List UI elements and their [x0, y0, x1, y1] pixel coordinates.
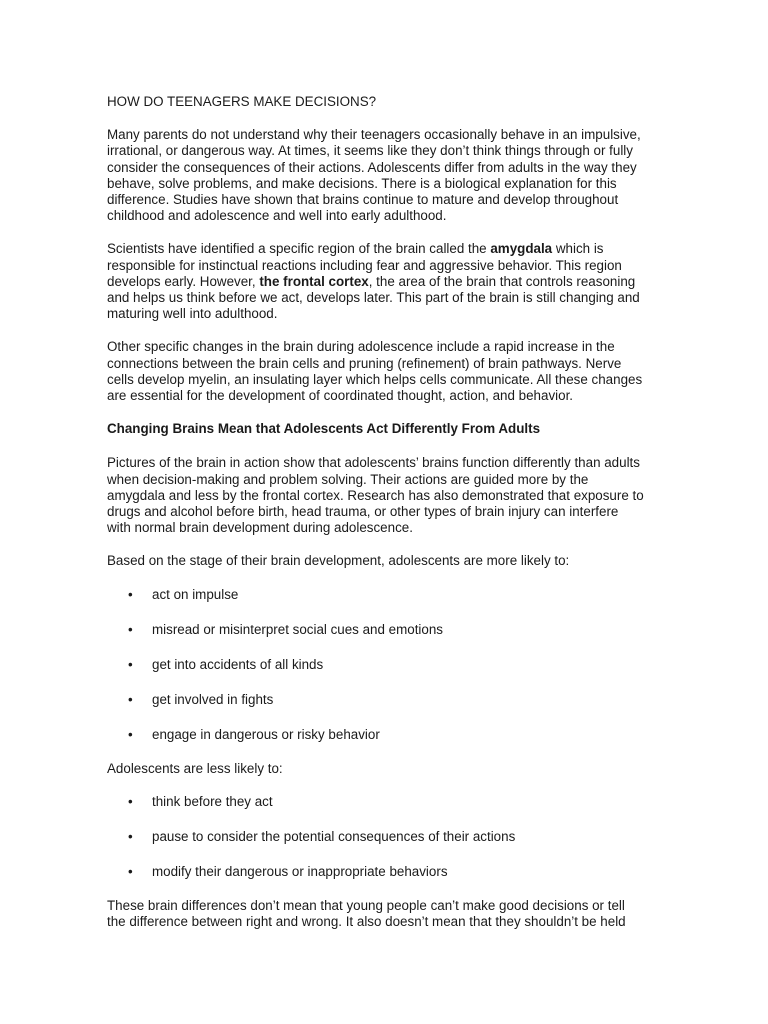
- section-heading: Changing Brains Mean that Adolescents Act Differently From Adults: [107, 421, 541, 437]
- paragraph-brain-changes: [107, 339, 667, 404]
- paragraph-brain-in-action: [107, 455, 667, 536]
- list-item-text: get into accidents of all kinds: [152, 657, 324, 673]
- paragraph-line: responsible for instinctual reactions including fear and aggressive behavior. This region: [107, 257, 622, 273]
- bullet-icon: •: [128, 657, 133, 673]
- paragraph-line: are essential for the development of coordinated thought, action, and behavior.: [107, 388, 574, 404]
- list-item: [107, 657, 667, 673]
- paragraph-line: consider the consequences of their actions. Adolescents differ from adults in the way they: [107, 159, 637, 175]
- paragraph-line: maturing well into adulthood.: [107, 306, 278, 322]
- list-item: [107, 829, 667, 845]
- paragraph-closing: [107, 898, 667, 930]
- text-run: Scientists have identified a specific region of the brain called the: [107, 241, 491, 257]
- paragraph-line: behave, solve problems, and make decisions. There is a biological explanation for this: [107, 175, 617, 191]
- list-item-text: engage in dangerous or risky behavior: [152, 727, 380, 743]
- paragraph-line: and helps us think before we act, develops later. This part of the brain is still changing and: [107, 290, 640, 306]
- paragraph-line: irrational, or dangerous way. At times, it seems like they don’t think things through or fully: [107, 143, 633, 159]
- bullet-icon: •: [128, 864, 133, 880]
- paragraph-line: childhood and adolescence and well into early adulthood.: [107, 208, 447, 224]
- text-run: which is: [552, 241, 604, 257]
- paragraph-line: amygdala and less by the frontal cortex. Research has also demonstrated that exposure to: [107, 487, 644, 503]
- bullet-icon: •: [128, 793, 133, 809]
- document-title: HOW DO TEENAGERS MAKE DECISIONS?: [107, 94, 377, 109]
- list-item-text: pause to consider the potential consequences of their actions: [152, 829, 516, 845]
- list-item: [107, 864, 667, 880]
- list-item: [107, 622, 667, 638]
- paragraph-line: These brain differences don’t mean that young people can’t make good decisions or tell: [107, 897, 625, 913]
- bold-term-frontal-cortex: the frontal cortex: [259, 273, 369, 289]
- paragraph-line: drugs and alcohol before birth, head trauma, or other types of brain injury can interfere: [107, 504, 619, 520]
- paragraph-less-likely-intro: Adolescents are less likely to:: [107, 760, 283, 776]
- list-item: [107, 794, 667, 810]
- paragraph-more-likely-intro: Based on the stage of their brain development, adolescents are more likely to:: [107, 553, 570, 569]
- list-item-text: modify their dangerous or inappropriate behaviors: [152, 864, 448, 880]
- bullet-icon: •: [128, 692, 133, 708]
- list-item: [107, 587, 667, 603]
- bullet-icon: •: [128, 586, 133, 602]
- list-item-text: act on impulse: [152, 586, 239, 602]
- paragraph-line: cells develop myelin, an insulating layer which helps cells communicate. All these changes: [107, 371, 643, 387]
- paragraph-line: [107, 241, 667, 257]
- paragraph-line: Pictures of the brain in action show that adolescents’ brains function differently than adults: [107, 455, 640, 471]
- paragraph-line: the difference between right and wrong. It also doesn’t mean that they shouldn’t be held: [107, 913, 626, 929]
- paragraph-intro: [107, 127, 667, 224]
- paragraph-amygdala: [107, 241, 667, 322]
- paragraph-line: Other specific changes in the brain during adolescence include a rapid increase in the: [107, 339, 615, 355]
- text-run: develops early. However,: [107, 273, 260, 289]
- document-page: [107, 94, 667, 947]
- list-item-text: get involved in fights: [152, 692, 274, 708]
- list-item-text: misread or misinterpret social cues and emotions: [152, 621, 443, 637]
- paragraph-line: difference. Studies have shown that brains continue to mature and develop throughout: [107, 192, 619, 208]
- paragraph-line: Many parents do not understand why their teenagers occasionally behave in an impulsive,: [107, 127, 641, 143]
- bullet-icon: •: [128, 621, 133, 637]
- paragraph-line: [107, 274, 667, 290]
- text-run: , the area of the brain that controls reasoning: [368, 273, 636, 289]
- paragraph-line: when decision-making and problem solving. Their actions are guided more by the: [107, 471, 589, 487]
- paragraph-line: with normal brain development during adolescence.: [107, 520, 413, 536]
- paragraph-line: connections between the brain cells and pruning (refinement) of brain pathways. Nerve: [107, 355, 622, 371]
- bullet-icon: •: [128, 829, 133, 845]
- list-item: [107, 692, 667, 708]
- less-likely-list: [107, 794, 667, 881]
- list-item-text: think before they act: [152, 793, 273, 809]
- bold-term-amygdala: amygdala: [490, 241, 553, 257]
- list-item: [107, 727, 667, 743]
- more-likely-list: [107, 587, 667, 744]
- bullet-icon: •: [128, 727, 133, 743]
